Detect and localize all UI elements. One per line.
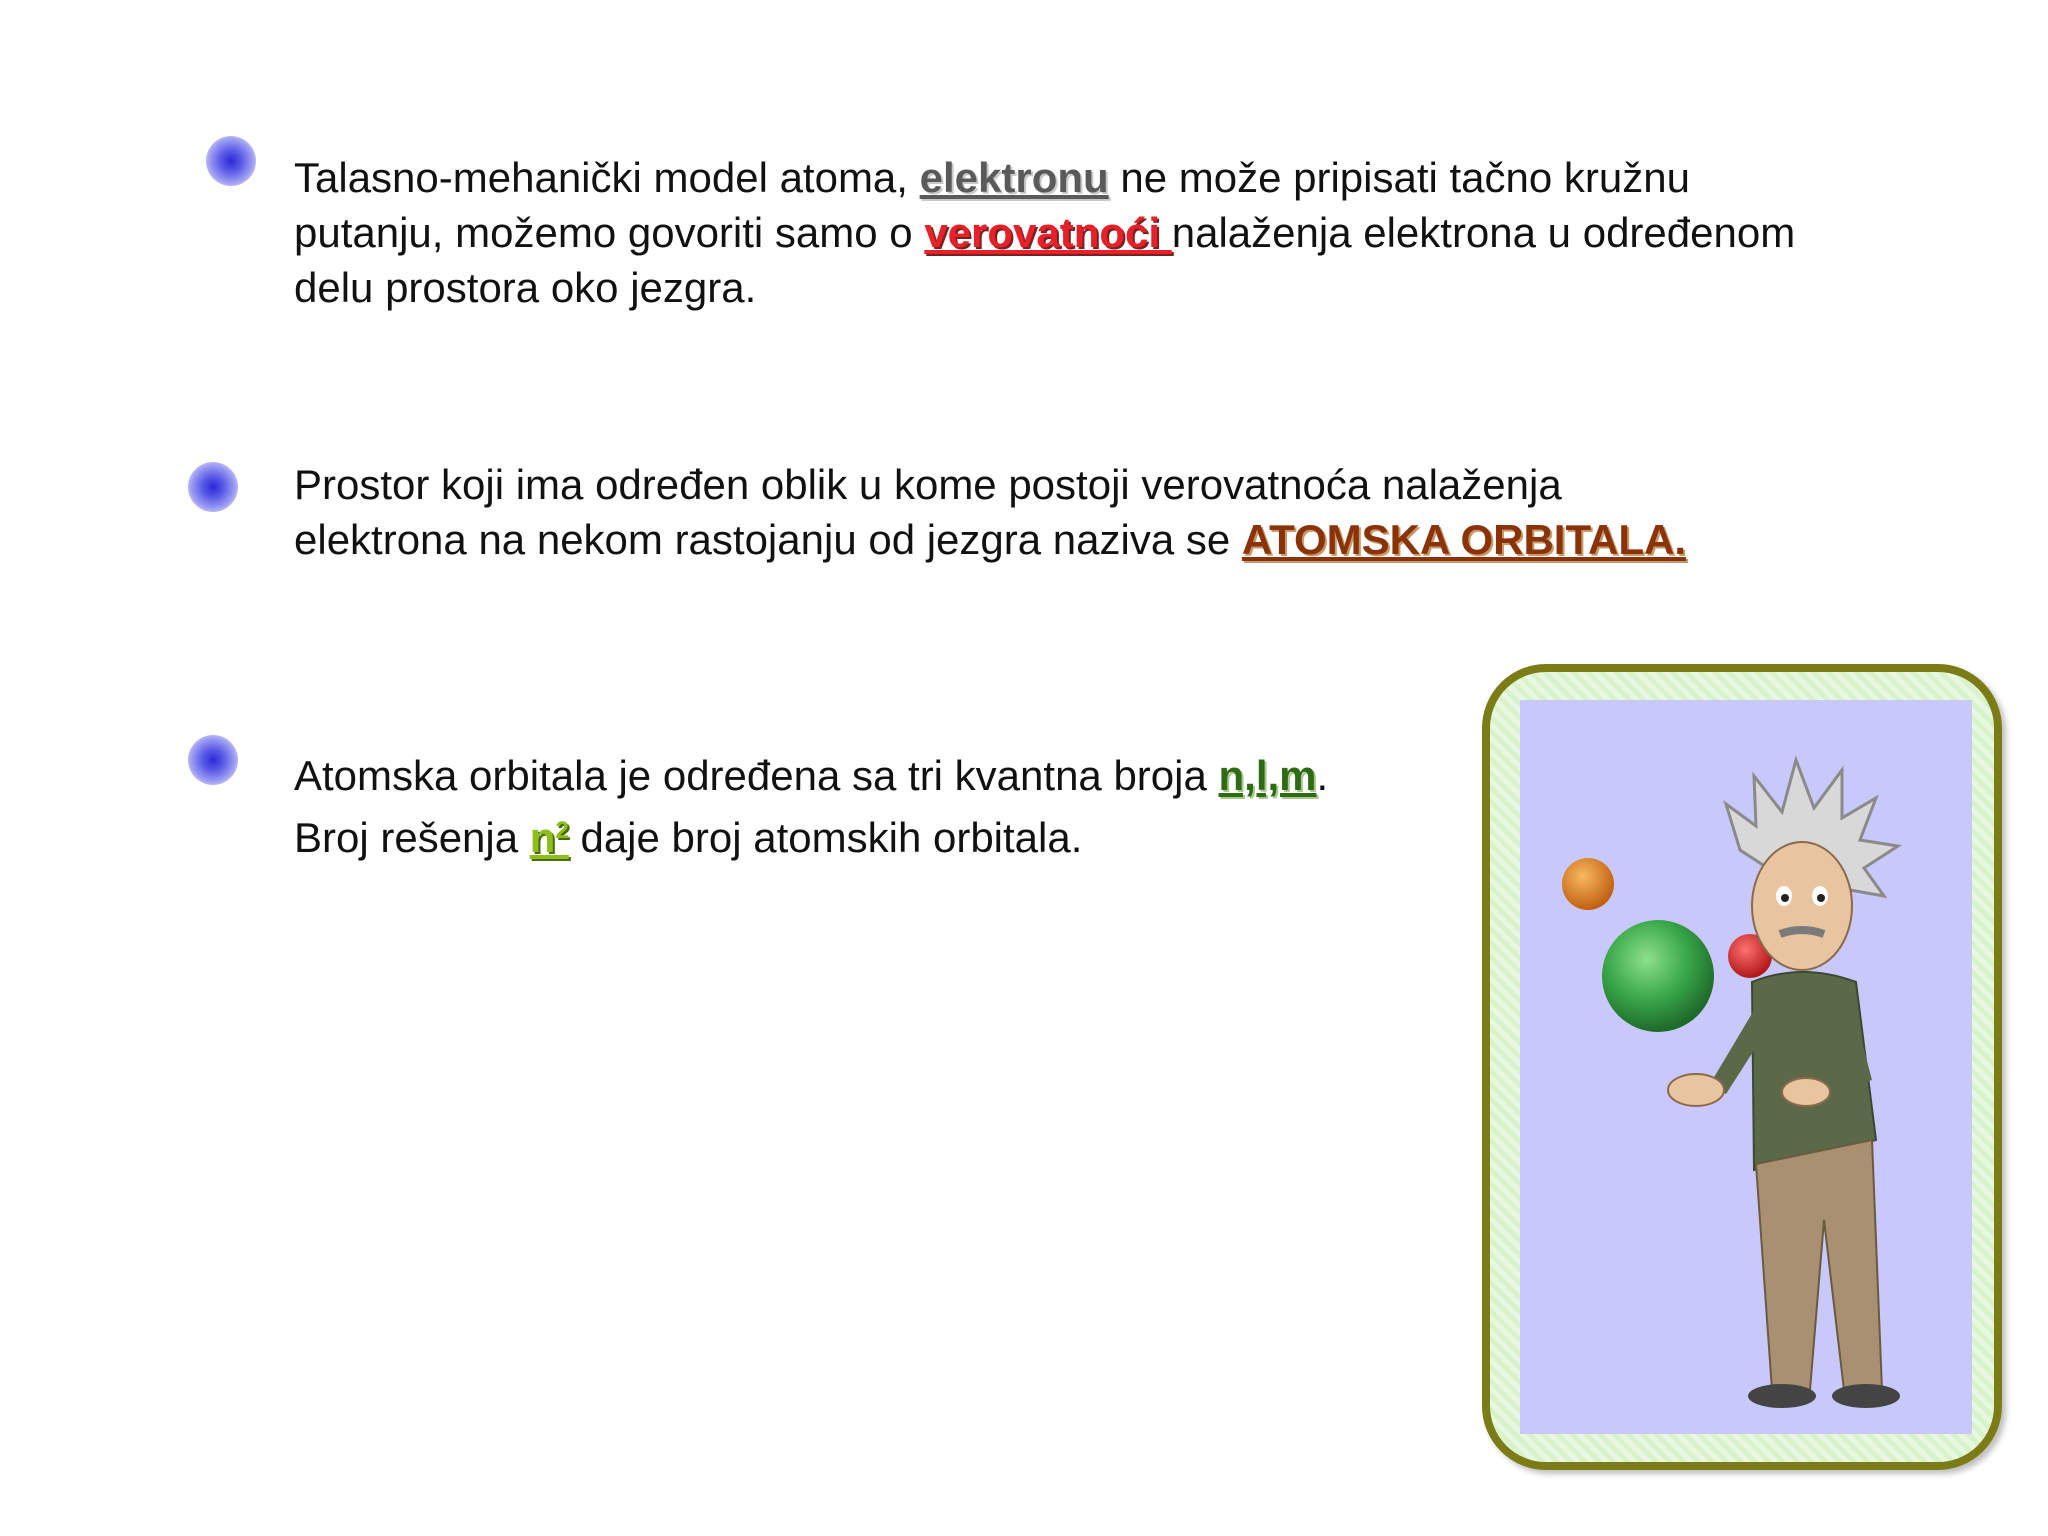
picture-background <box>1520 700 1972 1434</box>
bullet-text-1: Talasno-mehanički model atoma, elektronu ne može pripisati tačno kružnu putanju, možemo govoriti samo o verovatnoći nalaženja elektrona u određenom delu prostora oko jezgra. <box>294 154 1796 311</box>
orange-ball <box>1562 858 1614 910</box>
link-atomska-orbitala[interactable]: ATOMSKA ORBITALA. <box>1241 516 1686 563</box>
scientist-juggling-illustration <box>1520 700 1972 1434</box>
green-ball <box>1602 920 1714 1032</box>
face <box>1752 842 1852 970</box>
link-verovatnoci[interactable]: verovatnoći <box>924 209 1172 256</box>
link-n-squared[interactable]: $n^2$ <box>529 814 569 861</box>
bullet-sphere-icon <box>206 136 256 186</box>
trousers <box>1756 1140 1882 1390</box>
bullet-sphere-icon <box>188 735 238 785</box>
picture-frame <box>1482 664 2002 1470</box>
bullet-sphere-icon <box>188 462 238 512</box>
bullet-text-3: Atomska orbitala je određena sa tri kvantna broja n,l,m. Broj rešenja $n^2$ daje broj atomskih orbitala. <box>294 752 1329 861</box>
link-elektronu[interactable]: elektronu <box>919 154 1109 201</box>
bullet-text-2: Prostor koji ima određen oblik u kome postoji verovatnoća nalaženja elektrona na nekom rastojanju od jezgra naziva se ATOMSKA ORBITALA. <box>294 461 1686 563</box>
link-nlm[interactable]: n,l,m <box>1218 752 1317 799</box>
